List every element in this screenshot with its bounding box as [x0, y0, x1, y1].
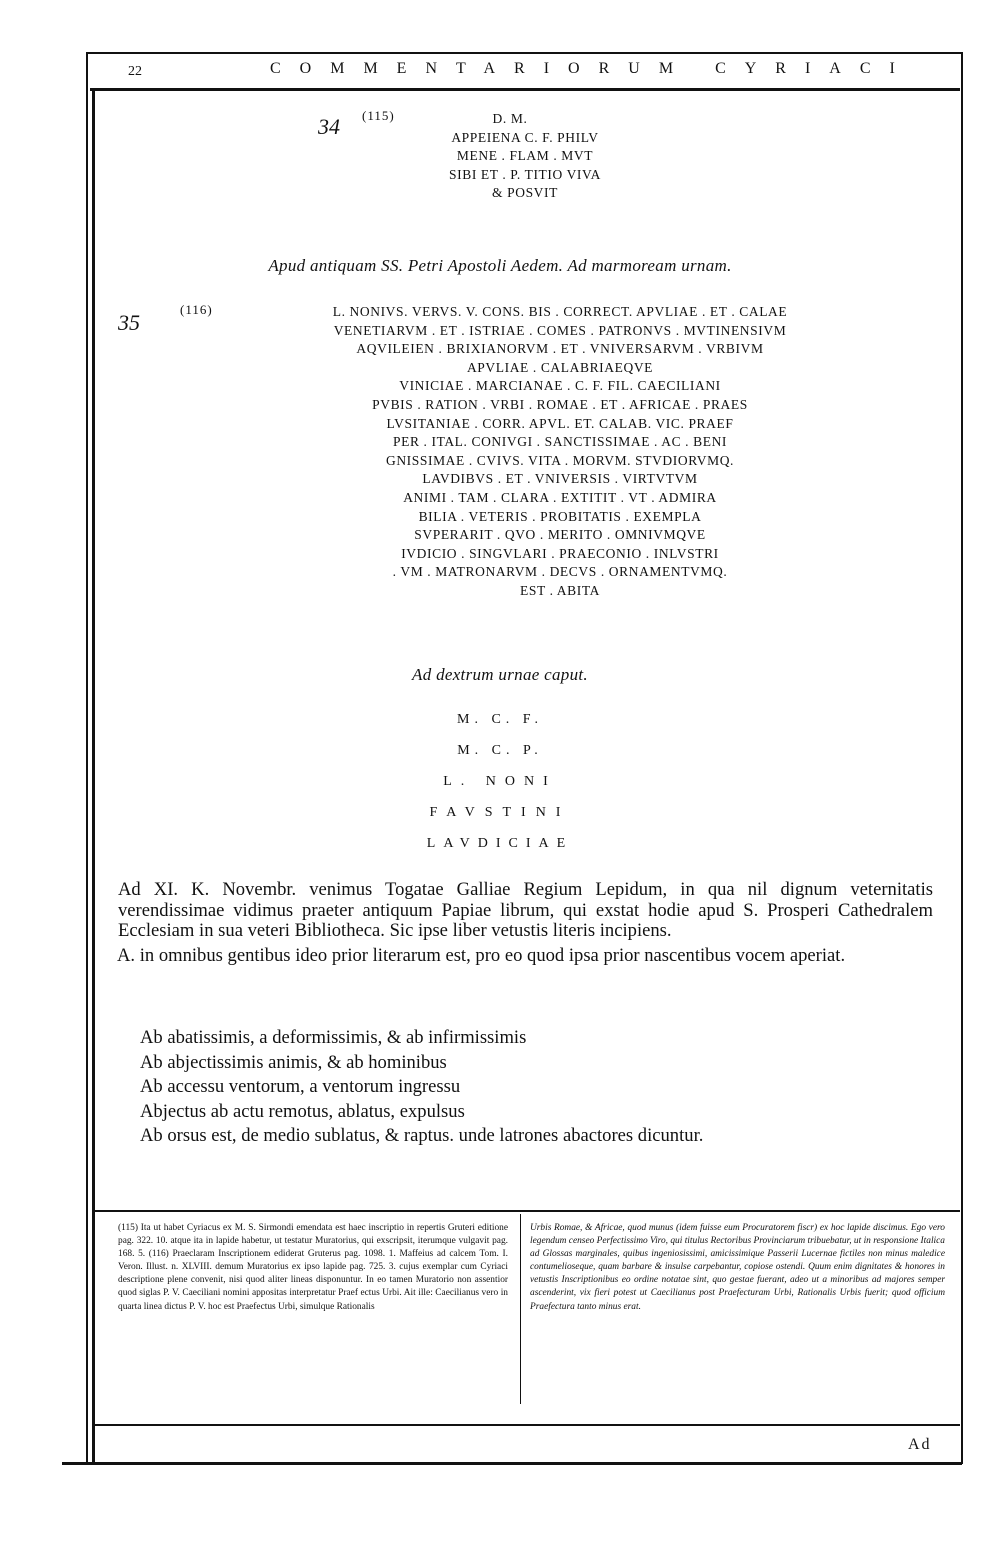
page-number: 22: [128, 64, 142, 79]
urn-line: M. C. P.: [457, 743, 543, 758]
footnote-right-column: [530, 1222, 945, 1314]
running-title: COMMENTARIORUM CYRIACI: [270, 60, 914, 77]
inscription-line: APVLIAE . CALABRIAEQVE: [466, 359, 654, 375]
inscription-number: 34: [318, 114, 340, 139]
footnote-text: Urbis Romae, & Africae, quod munus (idem fuisse eum Procuratorem fiscr) ex hoc lapide discimus. Ego vero legendum censeo Perfectissimo Viro, qui titulus Rectoribus Provinciarum tribuebatur, ut in responsione Italica ad Glossas marginales, quibus ingeniosissimi, amicissimique Passerii Lucernae fictiles non minus maledice contumelioseque, quam barbare & insulse carpebantur, copiose ostendi. Quum enim dignitates & honores in vetustis Inscriptionibus eo ordine notatae sint, quo gestae fuerant, adeo ut a minoribus ad majores semper ascenderint, vix fieri potest ut Caecilianus post Praefecturam Urbi, Rationalis Urbis fuerit; quod officium Praefectura tanto minus erat.: [530, 1223, 945, 1312]
footnote-reference: (116): [180, 302, 213, 317]
header-rule: [90, 88, 960, 91]
inscription-line: D. M.: [492, 111, 528, 126]
urn-line: L. NONI: [443, 774, 557, 789]
inscription-line: LAVDIBVS . ET . VNIVERSIS . VIRTVTVM: [422, 471, 698, 487]
inscription-line: SVPERARIT . QVO . MERITO . OMNIVMQVE: [414, 527, 706, 543]
inscription-line: PER . ITAL. CONIVGI . SANCTISSIMAE . AC . BENI: [392, 434, 728, 450]
footnote-left-column: [118, 1222, 508, 1314]
verse-block: [140, 1026, 703, 1149]
inscription-line: PVBIS . RATION . VRBI . ROMAE . ET . AFRICAE . PRAES: [372, 396, 748, 412]
catchword: Ad: [908, 1436, 932, 1453]
body-paragraph: A. in omnibus gentibus ideo prior literarum est, pro eo quod ipsa prior nascentibus vocem aperiat.: [117, 944, 846, 966]
inscription-line: VENETIARVM . ET . ISTRIAE . COMES . PATRONVS . MVTINENSIVM: [333, 322, 787, 338]
urn-line: LAVDICIAE: [426, 836, 574, 851]
inscription-line: MENE . FLAM . MVT: [456, 148, 594, 164]
verse-line: Abjectus ab actu remotus, ablatus, expulsus: [140, 1100, 465, 1122]
frame-top: [86, 52, 963, 54]
urn-line: M. C. F.: [457, 712, 543, 727]
inscription-line: ANIMI . TAM . CLARA . EXTITIT . VT . ADMIRA: [403, 489, 717, 505]
footnote-column-rule: [520, 1214, 521, 1404]
verse-line: Ab abatissimis, a deformissimis, & ab infirmissimis: [140, 1027, 527, 1048]
frame-bottom-inner: [92, 1424, 960, 1426]
footnote-rule: [92, 1210, 960, 1212]
verse-line: Ab abjectissimis animis, & ab hominibus: [140, 1051, 447, 1073]
section-caption: Apud antiquam SS. Petri Apostoli Aedem. Ad marmoream urnam.: [268, 256, 732, 275]
section-caption: Ad dextrum urnae caput.: [412, 665, 588, 684]
inscription-line: IVDICIO . SINGVLARI . PRAECONIO . INLVSTRI: [401, 545, 719, 561]
footnote-text: (115) Ita ut habet Cyriacus ex M. S. Sirmondi emendata est haec inscriptio in repertis Gruteri editione pag. 322. 10. atque ita in lapide habetur, ut testatur Muratorius, qui exscripsit, iterumque vulgavit pag. 168. 5. (116) Praeclaram Inscriptionem ediderat Gruterus pag. 1098. 1. Maffeius ad calcem Tom. I. Veron. Illust. n. XLVIII. demum Muratorius ex ipso lapide pag. 725. 3. cujus exemplar cum Cyriaci descriptione plene convenit, nisi quod aliter lineas disponuntur. In eo tamen Muratorio non assentior quod siglas P. V. Caeciliani nomini appositas interpretatur Praef ectus Urbi. Ait ille: Caecilianus vero in quarta linea dictus P. V. hoc est Praefectus Urbi, simulque Rationalis: [118, 1223, 508, 1312]
inscription-block: [400, 110, 650, 203]
inscription-line: VINICIAE . MARCIANAE . C. F. FIL. CAECILIANI: [399, 378, 721, 394]
inscription-block: [215, 303, 905, 601]
frame-right-outer: [961, 52, 963, 1464]
inscription-line: EST . ABITA: [520, 582, 600, 598]
inscription-line: . VM . MATRONARVM . DECVS . ORNAMENTVMQ.: [392, 564, 728, 580]
inscription-line: AQVILEIEN . BRIXIANORVM . ET . VNIVERSARVM . VRBIVM: [356, 341, 764, 357]
inscription-line: L. NONIVS. VERVS. V. CONS. BIS . CORRECT. APVLIAE . ET . CALAE: [332, 304, 788, 319]
footnote-reference: (115): [362, 108, 395, 123]
inscription-number: 35: [118, 310, 140, 335]
inscription-line: GNISSIMAE . CVIVS. VITA . MORVM. STVDIORVMQ.: [385, 452, 735, 468]
body-text: [118, 880, 933, 966]
verse-line: Ab accessu ventorum, a ventorum ingressu: [140, 1076, 461, 1097]
inscription-line: SIBI ET . P. TITIO VIVA: [449, 166, 601, 182]
inscription-line: & POSVIT: [492, 185, 558, 201]
body-paragraph: Ad XI. K. Novembr. venimus Togatae Galliae Regium Lepidum, in qua nil dignum veternitatis verendissimae vidimus praeter antiquum Papiae librum, qui exstat hodie apud S. Prosperi Cathedralem Ecclesiam in sua veteri Bibliotheca. Sic ipse liber vetustis literis incipiens.: [118, 879, 933, 941]
inscription-line: BILIA . VETERIS . PROBITATIS . EXEMPLA: [418, 508, 702, 524]
verse-line: Ab orsus est, de medio sublatus, & raptus. unde latrones abactores dicuntur.: [140, 1125, 704, 1146]
inscription-line: LVSITANIAE . CORR. APVL. ET. CALAB. VIC. PRAEF: [386, 415, 734, 431]
urn-line: FAVSTINI: [429, 805, 571, 820]
inscription-line: APPEIENA C. F. PHILV: [451, 129, 599, 145]
frame-bottom: [62, 1462, 962, 1465]
